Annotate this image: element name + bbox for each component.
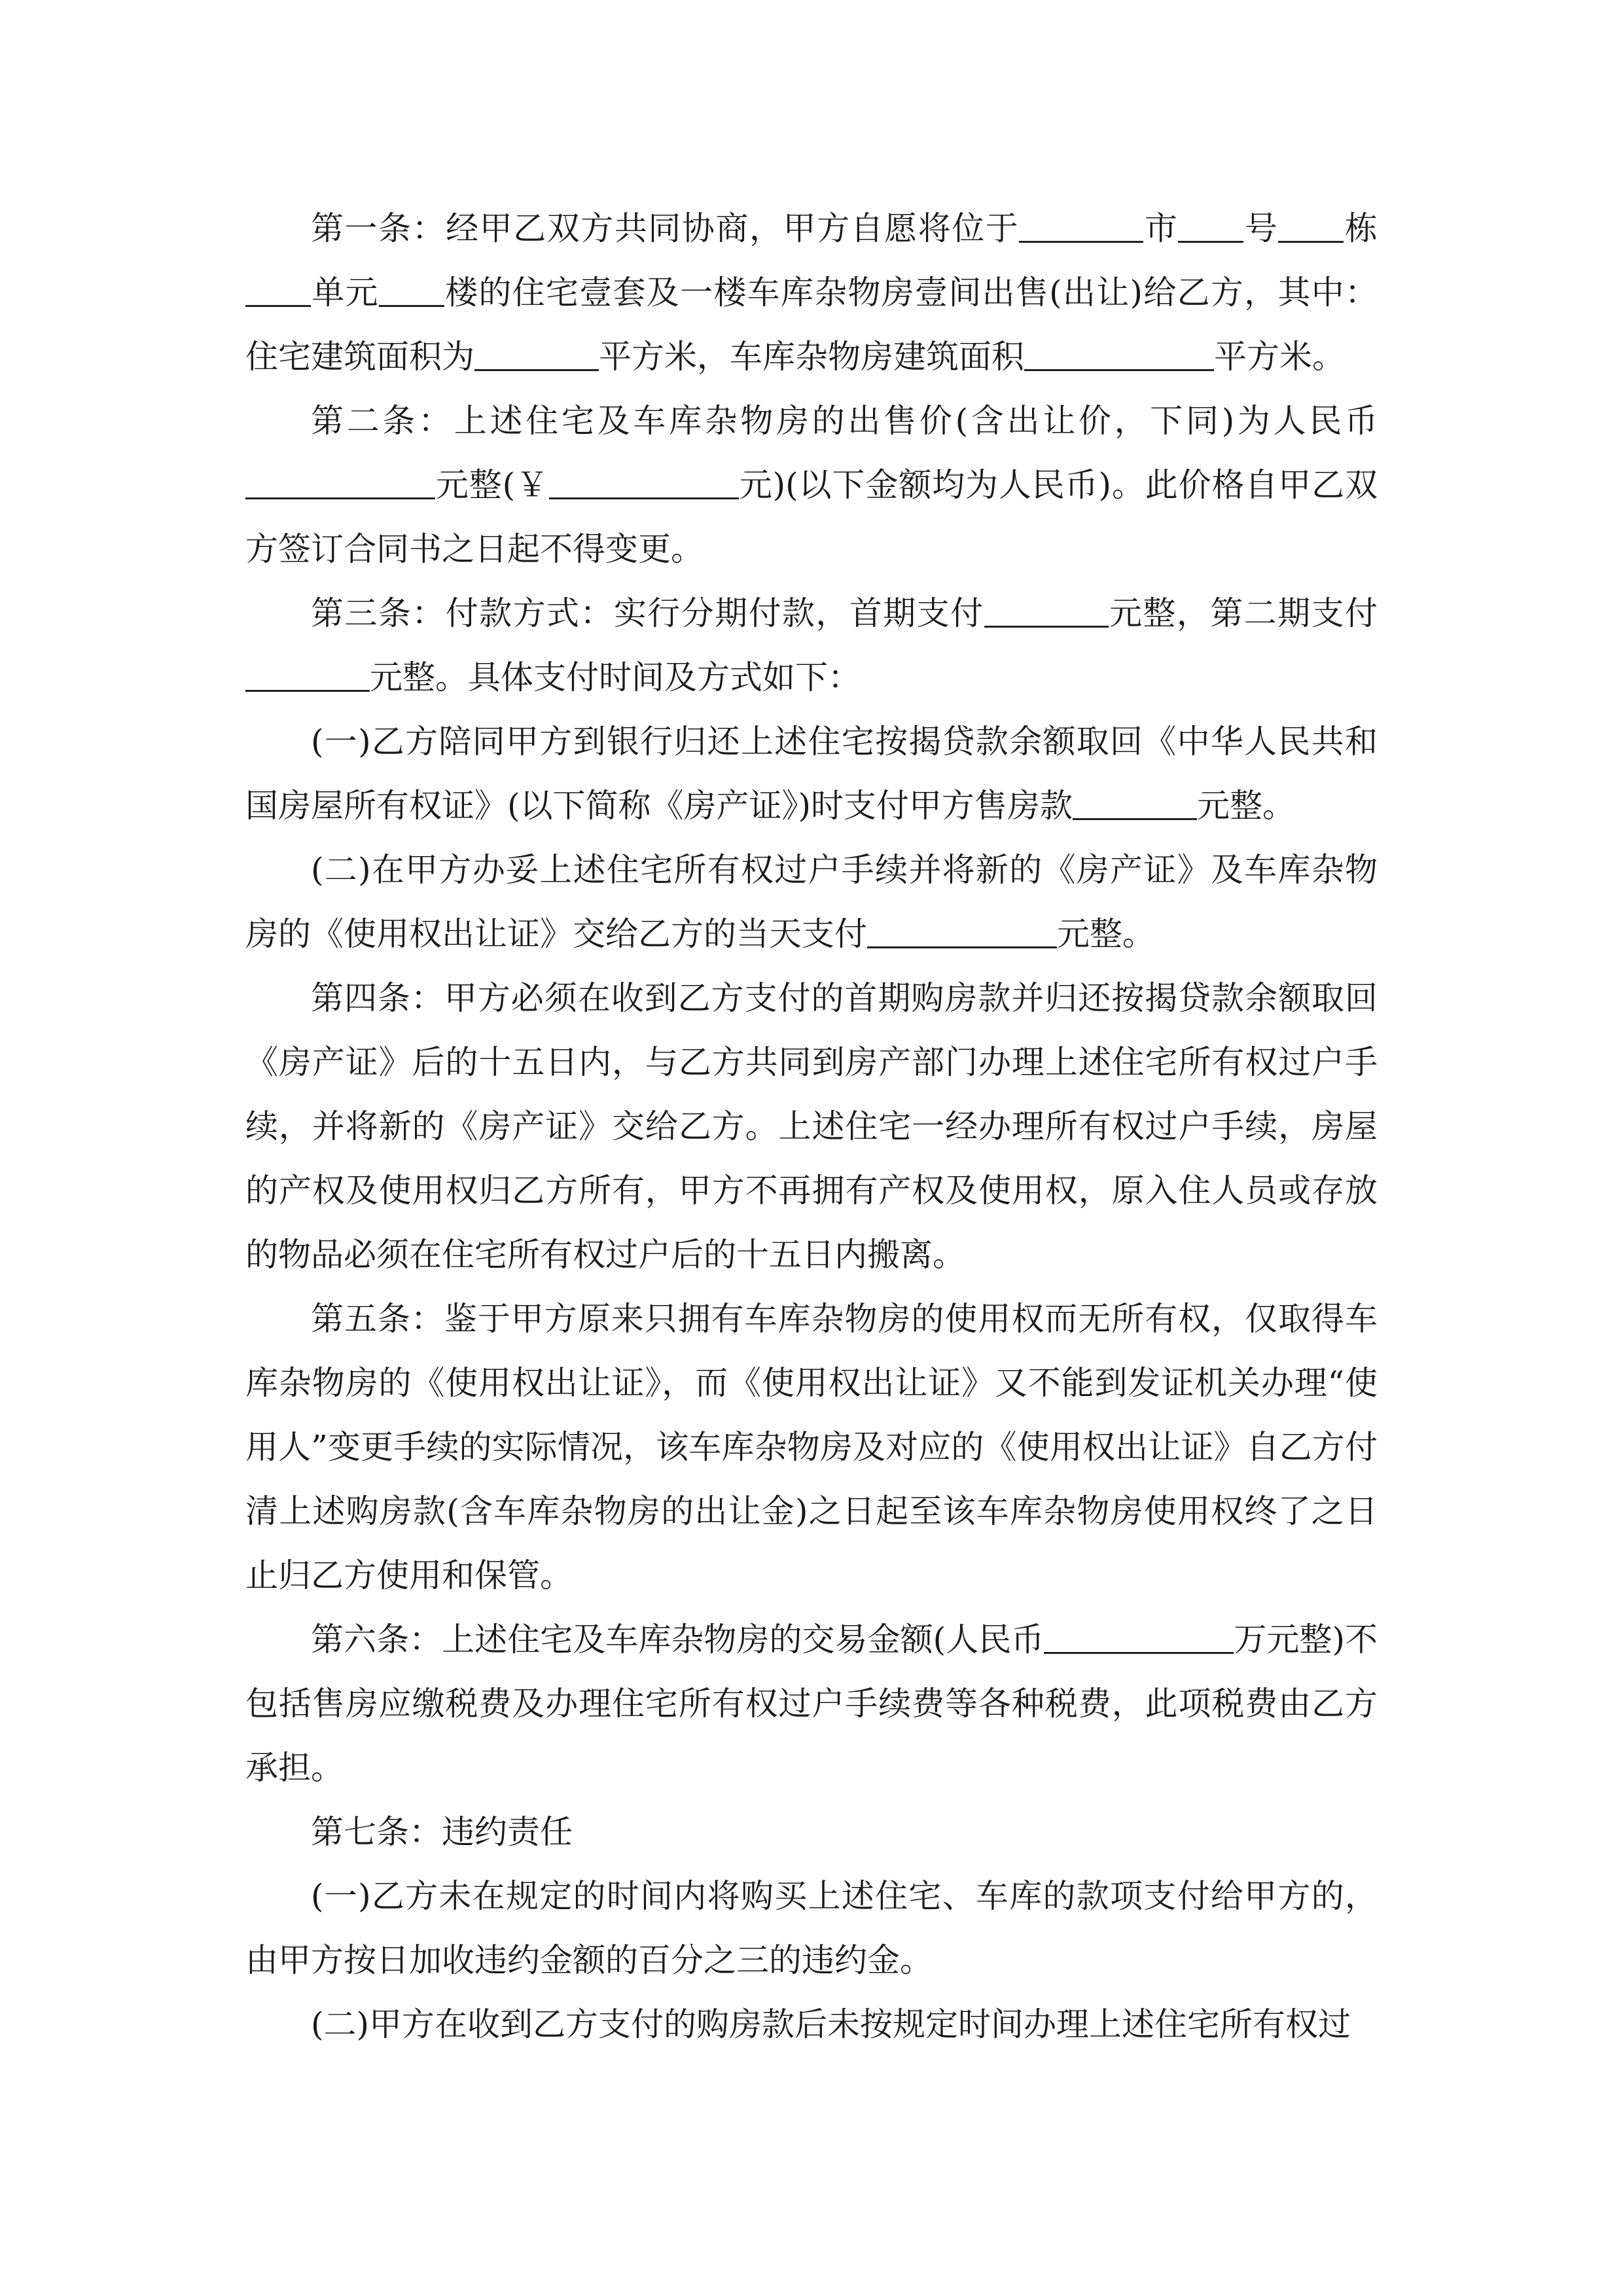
article-2-text: 第二条：上述住宅及车库杂物房的出售价(含出让价，下同)为人民币 [311,402,1378,440]
article-1-building: 栋 [1344,209,1378,247]
article-7: 第七条：违约责任 [311,1813,573,1851]
blank-first-payment [984,593,1109,628]
blank-building [1278,208,1344,243]
article-6-end: 万元整)不包括售房应缴税费及办理住宅所有权过户手续费等各种税费，此项税费由乙方承担。 [245,1621,1378,1787]
article-3-item-1 [245,709,1378,838]
article-3-item-2-end: 元整。 [1057,915,1155,953]
article-1-garage-text: 平方米，车库杂物房建筑面积 [599,338,1024,376]
blank-garage-area [1024,336,1214,371]
article-6-text: 第六条：上述住宅及车库杂物房的交易金额(人民币 [311,1621,1044,1659]
blank-item-2-amount [867,914,1057,948]
article-5: 第五条：鉴于甲方原来只拥有车库杂物房的使用权而无所有权，仅取得车库杂物房的《使用权出让证》，而《使用权出让证》又不能到发证机关办理“使用人”变更手续的实际情况，该车库杂物房及对应的《使用权出让证》自乙方付清上述购房款(含车库杂物房的出让金)之日起至该车库杂物房使用权终了之日止归乙方使用和保管。 [245,1300,1378,1594]
article-1-text: 第一条：经甲乙双方共同协商，甲方自愿将位于 [311,209,1020,247]
article-1-city: 市 [1143,209,1179,247]
article-2-end: 元)(以下金额均为人民币)。此价格自甲乙双方签订合同书之日起不得变更。 [245,466,1378,568]
article-1-unit: 单元 [311,274,379,312]
blank-total-amount [1044,1619,1234,1654]
article-1-area-text: 楼的住宅壹套及一楼车库杂物房壹间出售(出让)给乙方，其中：住宅建筑面积为 [245,274,1378,376]
article-3 [245,581,1378,709]
blank-price-words [245,465,435,499]
article-4: 第四条：甲方必须在收到乙方支付的首期购房款并归还按揭贷款余额取回《房产证》后的十五日内，与乙方共同到房产部门办理上述住宅所有权过户手续，并将新的《房产证》交给乙方。上述住宅一经办理所有权过户手续，房屋的产权及使用权归乙方所有，甲方不再拥有产权及使用权，原入住人员或存放的物品必须在住宅所有权过户后的十五日内搬离。 [245,979,1378,1274]
article-2 [245,389,1378,581]
article-1-number: 号 [1243,209,1279,247]
blank-floor [379,272,444,307]
article-3-item-1-text: (一)乙方陪同甲方到银行归还上述住宅按揭贷款余额取回《中华人民共和国房屋所有权证》(以下简称《房产证》)时支付甲方售房款 [245,723,1378,825]
article-3-item-2-text: (二)在甲方办妥上述住宅所有权过户手续并将新的《房产证》及车库杂物房的《使用权出让证》交给乙方的当天支付 [245,851,1378,953]
article-3-item-2 [245,838,1378,966]
blank-location [1019,208,1143,243]
blank-price-number [549,465,739,499]
article-3-item-1-end: 元整。 [1197,787,1296,825]
article-7-item-2: (二)甲方在收到乙方支付的购房款后未按规定时间办理上述住宅所有权过 [311,2005,1351,2043]
article-3-text: 第三条：付款方式：实行分期付款，首期支付 [311,594,984,632]
contract-body [245,196,1378,2056]
blank-second-payment [245,657,370,692]
article-2-yuan: 元整(￥ [435,466,549,504]
article-1-end: 平方米。 [1214,338,1345,376]
article-3-end: 元整。具体支付时间及方式如下： [370,658,861,696]
article-1 [245,196,1378,389]
blank-number [1178,208,1243,243]
article-7-item-1: (一)乙方未在规定的时间内将购买上述住宅、车库的款项支付给甲方的，由甲方按日加收违约金额的百分之三的违约金。 [245,1877,1378,1979]
blank-unit [245,272,311,307]
blank-item-1-amount [1073,785,1197,820]
blank-house-area [474,336,599,371]
article-6 [245,1607,1378,1800]
article-3-second: 元整，第二期支付 [1108,594,1378,632]
